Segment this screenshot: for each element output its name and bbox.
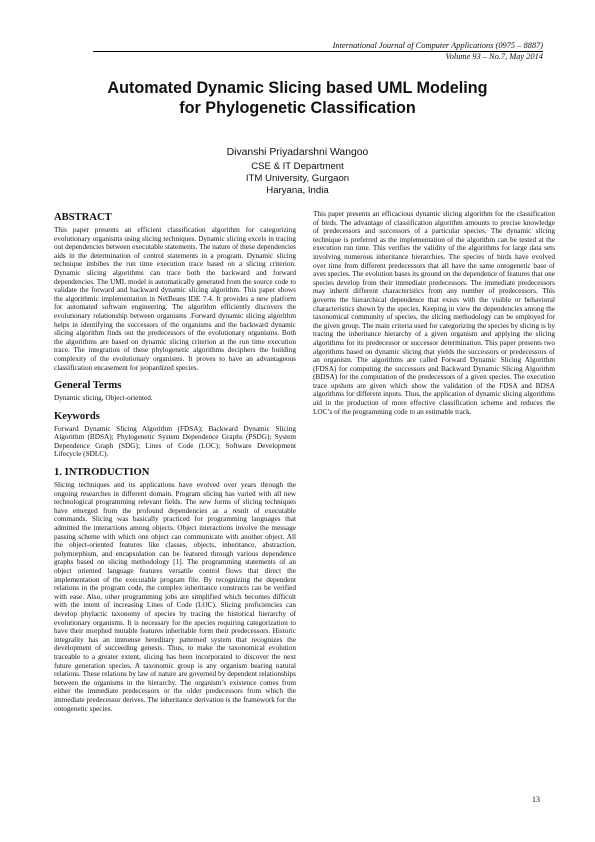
page-number: 13: [532, 795, 540, 804]
title-line-2: for Phylogenetic Classification: [179, 99, 416, 117]
journal-volume: Volume 93 – No.7, May 2014: [445, 52, 543, 61]
abstract-text: This paper presents an efficient classification algorithm for categorizing evolutionary organisms using slicing techniques. Dynamic slicing excels in tracing out dependencies between executable statements. The nature of these dependencies aids in the determination of control statements in a program. Dynamic slicing technique imbibes the run time execution trace based on a slicing criterion. Dynamic slicing algorithms can trace both the backward and forward dependencies. The UML model is automatically generated from the source code to validate the forward and backward dynamic slicing algorithm. This paper shows the algorithmic implementation in NetBeans IDE 7.4. It provides a new platform for automated software engineering. The algorithm efficiently discovers the evolutionary relationship between organisms .Forward dynamic slicing algorithm helps in identifying the successors of the organisms and the backward dynamic slicing algorithm finds out the predecessors of the evolutionary organisms. Both the algorithms are based on dynamic slicing criterion at the run time execution trace. The integration of these phylogenetic algorithms deciphers the building complexity of the evolutionary organisms. It proves to have an advantageous classification encasement for jeopardized species.: [54, 226, 296, 372]
keywords-text: Forward Dynamic Slicing Algorithm (FDSA); Backward Dynamic Slicing Algorithm (BDSA); Phylogenetic System Dependence Graphs (PSDG); System Dependence Graph (SDG); Lines of Code (LOC); Software Development Lifecycle (SDLC).: [54, 424, 296, 459]
keywords-heading: Keywords: [54, 410, 100, 422]
author-location: Haryana, India: [266, 185, 329, 196]
author-dept: CSE & IT Department: [251, 161, 344, 172]
right-column: [313, 210, 555, 423]
author-block: [50, 146, 545, 197]
title-line-1: Automated Dynamic Slicing based UML Modeling: [107, 79, 488, 97]
general-terms-text: Dynamic slicing, Object-oriented.: [54, 394, 153, 403]
author-name: Divanshi Priyadarshni Wangoo: [226, 147, 369, 158]
author-university: ITM University, Gurgaon: [245, 173, 350, 184]
journal-header: [333, 40, 543, 62]
paper-title: [50, 78, 545, 118]
introduction-paragraph-1: Slicing techniques and its applications have evolved over years through the ongoing researches in different domain. Program slicing has varied with all new technological programming relevant fields. The new forms of slicing techniques have emerged from the profound dependencies as a result of executable commands. Slicing was basically practiced for programming languages that admitted the interactions among objects. Object interactions involve the message passing scheme with which one object can communicate with another object. All the object-oriented features like classes, objects, inheritance, abstraction, polymorphism, and encapsulation can be featured through various dependence graphs based on slicing methodology [1]. The programming statements of an object oriented language features versatile control flows that direct the implementation of the executable program file. By recognizing the dependent relations in the program code, the complex inheritance constructs can be verified with ease. Also, other programming jobs are simplified which becomes difficult with the intent of increasing Lines of Code (LOC). Slicing proficiencies can develop phylactic taxonomy of species by tracing the historical hierarchy of evolutionary organisms. It is necessary for the species requiring categorization to have their morphed mutable features inheritable form their predecessors. Historic integrality has an immense hereditary patterned system that recognizes the development of succeeding genesis. Thus, to make the taxonomical evolution traceable to a greater extent, slicing has been incorporated to discover the next future generation species. A taxonomic group is any organism bearing natural relations. These relations by law of nature are governed by dependent relationships between the organisms in the hierarchy. The organism’s existence comes from either the immediate predecessors or the older predecessors from which the immediate predecessor derives. The inheritance derivation is the framework for the ontogenetic species.: [54, 481, 296, 713]
general-terms-heading: General Terms: [54, 380, 122, 392]
journal-name: International Journal of Computer Applications (0975 – 8887): [332, 41, 543, 50]
left-column: [54, 212, 296, 720]
introduction-heading: 1. INTRODUCTION: [54, 467, 150, 479]
introduction-paragraph-2: This paper presents an efficacious dynamic slicing algorithm for the classification of birds. The advantage of classification algorithm amounts to precise knowledge of predecessors and successors of a particular species. The dynamic slicing technique is preferred as the implementation of the algorithm can be tested at the execution run time. This verifies the validity of the algorithms for large data sets involving numerous inheritance hierarchies. The species of birds have evolved over time from different predecessors that all have the same ontogenetic base of aves species. The evolution bases its ground on the dependence of features that one species develop from their immediate predecessors. The immediate predecessors may inherit different characteristics from any number of predecessors. This governs the hierarchical dependence that exists with the visible or behavioral characteristics shown by the species. Keeping in view the dependencies among the taxonomical community of species, the slicing methodology can be employed for the given group. The main criteria used for categorizing the species by slicing is by tracing the inheritance hierarchy of a given organism and applying the slicing algorithms for its predecessor or successor determination. This paper presents two algorithms based on dynamic slicing that yields the successors or predecessors of an organism. The algorithms are called Forward Dynamic Slicing Algorithm (FDSA) for computing the successors and Backward Dynamic Slicing Algorithm (BDSA) for the computation of the predecessors of a given species. The execution trace upshots are given which show the validation of the FDSA and BDSA algorithms for different inputs. Thus, the application of dynamic slicing algorithms aid in the production of more effective classification scheme and reduces the LOC’s of the programming code to an estimable track.: [313, 210, 555, 416]
abstract-heading: ABSTRACT: [54, 212, 112, 223]
header-rule: [93, 51, 543, 52]
